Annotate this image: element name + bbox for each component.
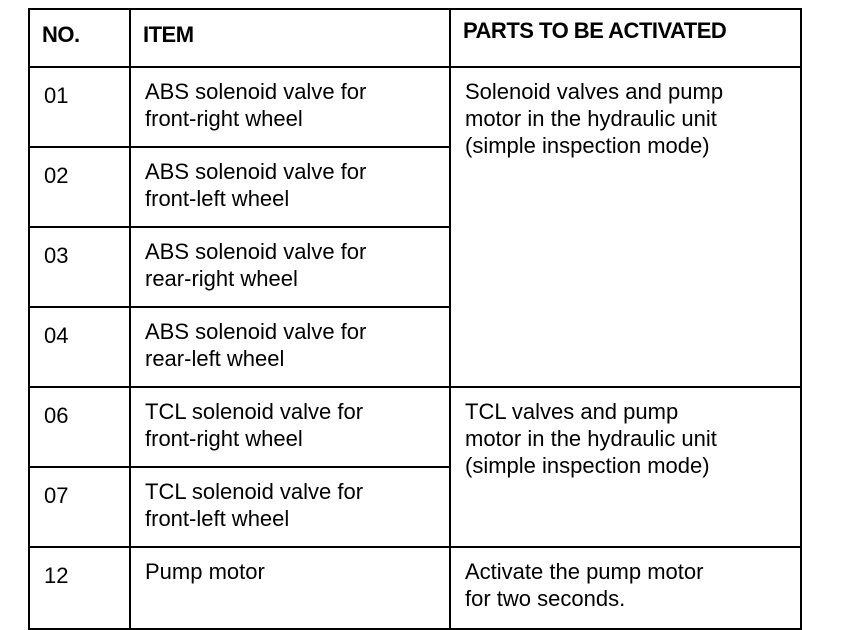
parts-line: motor in the hydraulic unit [465, 106, 717, 131]
row-item [130, 307, 450, 387]
header-parts: PARTS TO BE ACTIVATED [450, 9, 801, 67]
row-item [130, 387, 450, 467]
row-number: 12 [29, 547, 130, 629]
item-line: rear-left wheel [145, 346, 285, 371]
item-line: TCL solenoid valve for [145, 479, 364, 504]
item-line: ABS solenoid valve for [145, 79, 367, 104]
row-item [130, 147, 450, 227]
item-line: ABS solenoid valve for [145, 239, 367, 264]
row-number: 03 [29, 227, 130, 307]
row-item [130, 227, 450, 307]
row-item [130, 547, 450, 629]
parts-line: motor in the hydraulic unit [465, 426, 717, 451]
parts-group-abs [450, 67, 801, 387]
parts-group-pump [450, 547, 801, 629]
row-item [130, 467, 450, 547]
row-item [130, 67, 450, 147]
row-number: 04 [29, 307, 130, 387]
item-line: ABS solenoid valve for [145, 159, 367, 184]
parts-group-tcl [450, 387, 801, 547]
parts-line: TCL valves and pump [465, 399, 679, 424]
header-no: NO. [29, 9, 130, 67]
parts-activation-table [28, 8, 802, 630]
parts-line: Solenoid valves and pump [465, 79, 724, 104]
table-row [29, 67, 801, 147]
row-number: 02 [29, 147, 130, 227]
parts-line: (simple inspection mode) [465, 453, 710, 478]
item-line: front-left wheel [145, 506, 290, 531]
parts-line: Activate the pump motor [465, 559, 704, 584]
row-number: 01 [29, 67, 130, 147]
item-line: ABS solenoid valve for [145, 319, 367, 344]
parts-line: for two seconds. [465, 586, 626, 611]
item-line: rear-right wheel [145, 266, 298, 291]
item-line: front-right wheel [145, 426, 303, 451]
parts-line: (simple inspection mode) [465, 133, 710, 158]
item-line: front-right wheel [145, 106, 303, 131]
table-row [29, 547, 801, 629]
header-item: ITEM [130, 9, 450, 67]
item-line: TCL solenoid valve for [145, 399, 364, 424]
row-number: 07 [29, 467, 130, 547]
item-line: front-left wheel [145, 186, 290, 211]
row-number: 06 [29, 387, 130, 467]
table-header-row [29, 9, 801, 67]
item-line: Pump motor [145, 559, 265, 584]
table-row [29, 387, 801, 467]
